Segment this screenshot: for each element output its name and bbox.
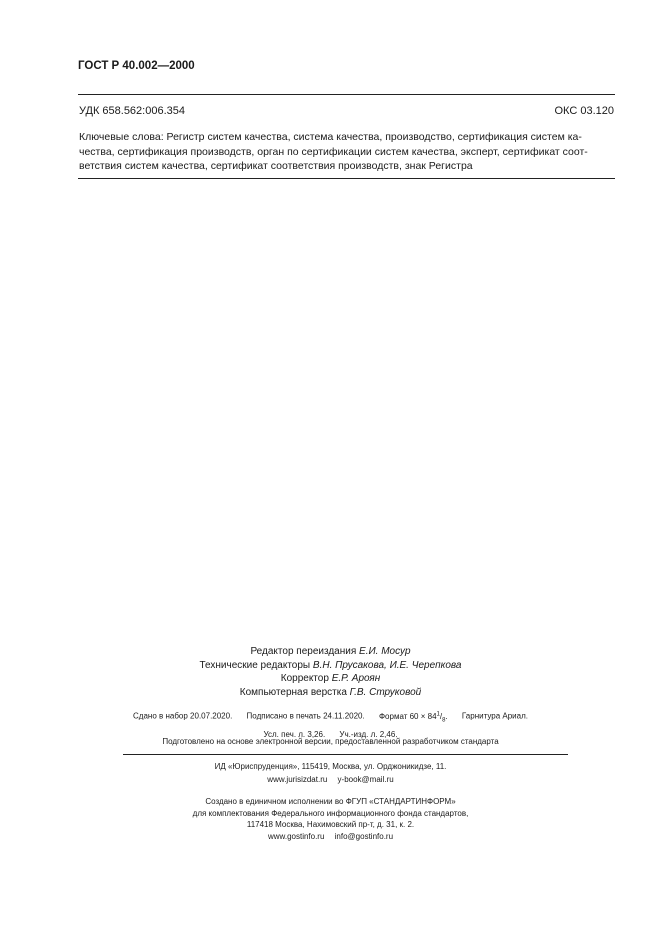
submitted-date: Сдано в набор 20.07.2020. <box>133 711 233 721</box>
corrector-label: Корректор <box>280 673 329 684</box>
printer-email-link[interactable]: info@gostinfo.ru <box>334 831 394 841</box>
keywords-bottom-rule <box>78 178 615 179</box>
publishing-sheets: Уч.-изд. л. 2,46. <box>339 729 398 739</box>
corrector-line <box>0 672 661 686</box>
layout-name: Г.В. Струковой <box>349 686 422 698</box>
print-info-line-1 <box>0 708 661 728</box>
printer-line-3: 117418 Москва, Нахимовский пр-т, д. 31, к. 2. <box>246 820 415 829</box>
keywords-line-3: ветствия систем качества, сертификат соответствия производств, знак Регистра <box>79 160 473 172</box>
corrector-name: Е.Р. Ароян <box>331 673 381 684</box>
layout-label: Компьютерная верстка <box>239 686 347 698</box>
format-prefix: Формат 60 × 84 <box>378 711 437 721</box>
tech-editors-label: Технические редакторы <box>199 659 311 671</box>
publisher-site-link[interactable]: www.jurisizdat.ru <box>267 774 328 784</box>
editors-block <box>0 645 661 699</box>
format-denominator: 8 <box>442 717 446 724</box>
publisher-email-link[interactable]: y-book@mail.ru <box>337 774 394 784</box>
publisher-address: ИД «Юриспруденция», 115419, Москва, ул. Орджоникидзе, 11. <box>214 762 447 771</box>
printer-line-2: для комплектования Федерального информационного фонда стандартов, <box>192 808 469 818</box>
layout-line <box>0 686 661 700</box>
printer-line-1: Создано в единичном исполнении во ФГУП «СТАНДАРТИНФОРМ» <box>205 797 456 806</box>
oks-code: ОКС 03.120 <box>554 105 614 117</box>
editor-label: Редактор переиздания <box>250 646 357 657</box>
tech-editors-line <box>0 659 661 673</box>
editor-name: Е.И. Мосур <box>359 646 411 657</box>
keywords-line-2: чества, сертификация производств, орган по сертификации систем качества, эксперт, сертификат соот- <box>79 145 588 158</box>
printer-block <box>0 796 661 842</box>
keywords-line-1: Ключевые слова: Регистр систем качества, система качества, производство, сертификация систем ка- <box>79 131 582 143</box>
publisher-top-rule <box>123 754 568 755</box>
typeface: Гарнитура Ариал. <box>461 711 528 721</box>
publisher-block <box>0 761 661 786</box>
print-sheets: Усл. печ. л. 3,26. <box>263 729 326 739</box>
format-numerator: 1 <box>436 711 440 717</box>
tech-editors-names: В.Н. Прусакова, И.Е. Черепкова <box>312 659 462 671</box>
udc-code: УДК 658.562:006.354 <box>79 105 185 117</box>
publisher-contacts <box>0 774 661 787</box>
printer-contacts <box>0 831 661 843</box>
paper-format: Формат $60 \times 84^1/_8$. <box>378 711 448 724</box>
top-rule <box>78 94 615 95</box>
prepared-note: Подготовлено на основе электронной версии, предоставленной разработчиком стандарта <box>162 737 499 746</box>
document-code: ГОСТ Р 40.002—2000 <box>78 60 195 72</box>
signed-date: Подписано в печать 24.11.2020. <box>246 711 365 721</box>
keywords-paragraph <box>79 130 615 174</box>
editor-line <box>0 645 661 659</box>
printer-site-link[interactable]: www.gostinfo.ru <box>267 831 325 841</box>
